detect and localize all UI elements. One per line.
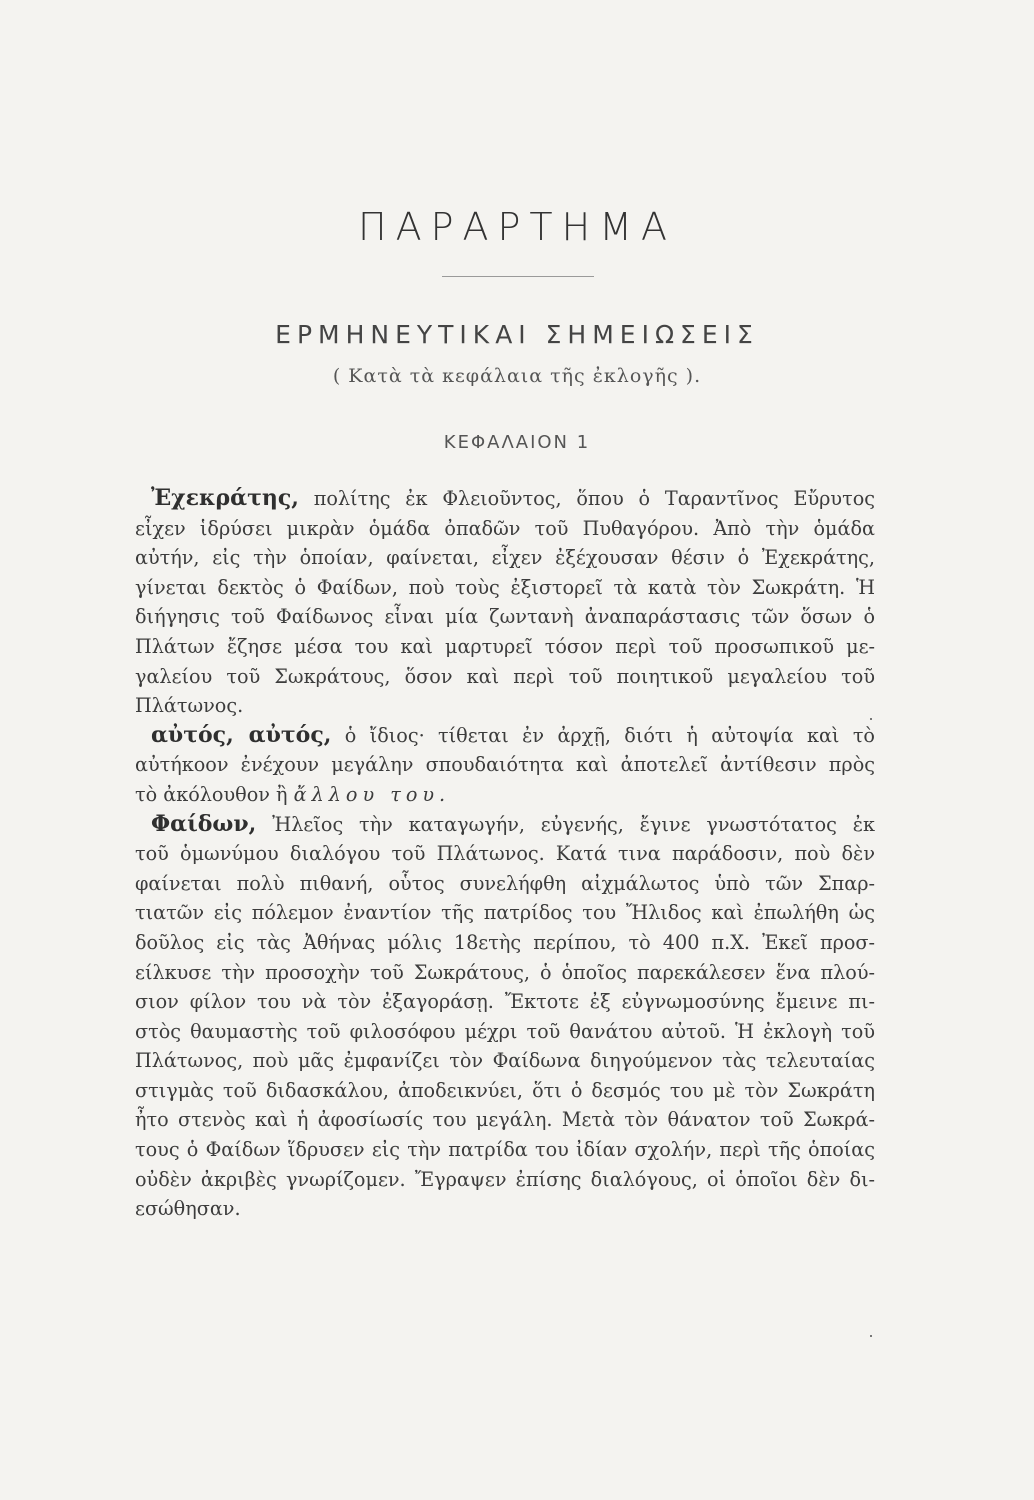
- text-line: [135, 780, 875, 810]
- entry-term: Φαίδων,: [151, 810, 257, 837]
- entry-term: Ἐχεκράτης,: [151, 485, 299, 511]
- text-line: στιγμὰς τοῦ διδασκάλου, ἀποδεικνύει, ὅτι ὁ δεσμός του μὲ τὸν Σωκράτη: [135, 1078, 875, 1102]
- text-line: αὐτήν, εἰς τὴν ὁποίαν, φαίνεται, εἶχεν ἐξέχουσαν θέσιν ὁ Ἐχεκράτης,: [135, 546, 875, 570]
- entry-term: αὐτός, αὐτός,: [151, 721, 332, 748]
- text-line: σιον φίλον του νὰ τὸν ἐξαγοράσῃ. Ἔκτοτε ἐξ εὐγνωμοσύνης ἔμεινε πι-: [135, 990, 875, 1014]
- text-line: [135, 810, 875, 840]
- title-divider: [442, 276, 594, 277]
- text-line: στὸς θαυμαστὴς τοῦ φιλοσόφου μέχρι τοῦ θανάτου αὐτοῦ. Ἡ ἐκλογὴ τοῦ: [135, 1019, 875, 1043]
- text-line: τοῦ ὁμωνύμου διαλόγου τοῦ Πλάτωνος. Κατά τινα παράδοσιν, ποὺ δὲν: [135, 842, 875, 866]
- text-line: εἶχεν ἱδρύσει μικρὰν ὁμάδα ὀπαδῶν τοῦ Πυθαγόρου. Ἀπὸ τὴν ὁμάδα: [135, 516, 875, 540]
- text-line: Πλάτων ἔζησε μέσα του καὶ μαρτυρεῖ τόσον περὶ τοῦ προσωπικοῦ με-: [135, 634, 875, 658]
- entry-echekrates: [135, 484, 875, 721]
- text-line: εσώθησαν.: [135, 1197, 241, 1221]
- text-line: είλκυσε τὴν προσοχὴν τοῦ Σωκράτους, ὁ ὁποῖος παρεκάλεσεν ἕνα πλού-: [135, 960, 875, 984]
- text-line: γίνεται δεκτὸς ὁ Φαίδων, ποὺ τοὺς ἐξιστορεῖ τὰ κατὰ τὸν Σωκράτη. Ἡ: [135, 575, 875, 599]
- notes-body: [135, 484, 875, 1224]
- margin-mark: [870, 718, 872, 720]
- entry-text: πολίτης ἐκ Φλειοῦντος, ὅπου ὁ Ταραντῖνος Εὔρυτος: [298, 487, 875, 510]
- text-line: Πλάτωνος, ποὺ μᾶς ἐμφανίζει τὸν Φαίδωνα διηγούμενον τὰς τελευταίας: [135, 1049, 875, 1073]
- section-note: ( Κατὰ τὰ κεφάλαια τῆς ἐκλογῆς ).: [332, 365, 702, 387]
- chapter-heading: ΚΕΦΑΛΑΙΟΝ 1: [443, 432, 591, 453]
- entry-text: τὸ ἀκόλουθον ἢ: [135, 782, 294, 806]
- text-line: δοῦλος εἰς τὰς Ἀθήνας μόλις 18ετὴς περίπου, τὸ 400 π.Χ. Ἐκεῖ προσ-: [135, 930, 875, 954]
- text-line: Πλάτωνος.: [135, 694, 244, 718]
- text-line: αὐτήκοον ἐνέχουν μεγάλην σπουδαιότητα καὶ ἀποτελεῖ ἀντίθεσιν πρὸς: [135, 753, 875, 777]
- entry-autos: [135, 721, 875, 810]
- spaced-phrase: ἄλλου του.: [293, 782, 451, 806]
- text-line: οὐδὲν ἀκριβὲς γνωρίζομεν. Ἔγραψεν ἐπίσης διαλόγους, οἱ ὁποῖοι δὲν δι-: [135, 1167, 875, 1191]
- text-line: τιατῶν εἰς πόλεμον ἐναντίον τῆς πατρίδος του Ἤλιδος καὶ ἐπωλήθη ὡς: [135, 901, 875, 925]
- section-subtitle: ΕΡΜΗΝΕΥΤΙΚΑΙ ΣΗΜΕΙΩΣΕΙΣ: [275, 320, 759, 349]
- text-line: τους ὁ Φαίδων ἵδρυσεν εἰς τὴν πατρίδα του ἰδίαν σχολήν, περὶ τῆς ὁποίας: [135, 1138, 875, 1162]
- text-line: ἦτο στενὸς καὶ ἡ ἀφοσίωσίς του μεγάλη. Μετὰ τὸν θάνατον τοῦ Σωκρά-: [135, 1108, 875, 1132]
- entry-phaidon: [135, 810, 875, 1224]
- text-line: γαλείου τοῦ Σωκράτους, ὅσον καὶ περὶ τοῦ ποιητικοῦ μεγαλείου τοῦ: [135, 664, 875, 688]
- text-line: [135, 484, 875, 514]
- text-line: [135, 721, 875, 751]
- text-line: διήγησις τοῦ Φαίδωνος εἶναι μία ζωντανὴ ἀναπαράστασις τῶν ὅσων ὁ: [135, 605, 875, 629]
- page-title: ΠΑΡΑΡΤΗΜΑ: [358, 205, 676, 249]
- entry-text: ὁ ἴδιος· τίθεται ἐν ἀρχῇ, διότι ἡ αὐτοψία καὶ τὸ: [331, 723, 875, 747]
- margin-mark: [870, 1335, 872, 1337]
- entry-text: Ἠλεῖος τὴν καταγωγήν, εὐγενής, ἔγινε γνωστότατος ἐκ: [256, 812, 875, 836]
- text-line: φαίνεται πολὺ πιθανή, οὗτος συνελήφθη αἰχμάλωτος ὑπὸ τῶν Σπαρ-: [135, 871, 875, 895]
